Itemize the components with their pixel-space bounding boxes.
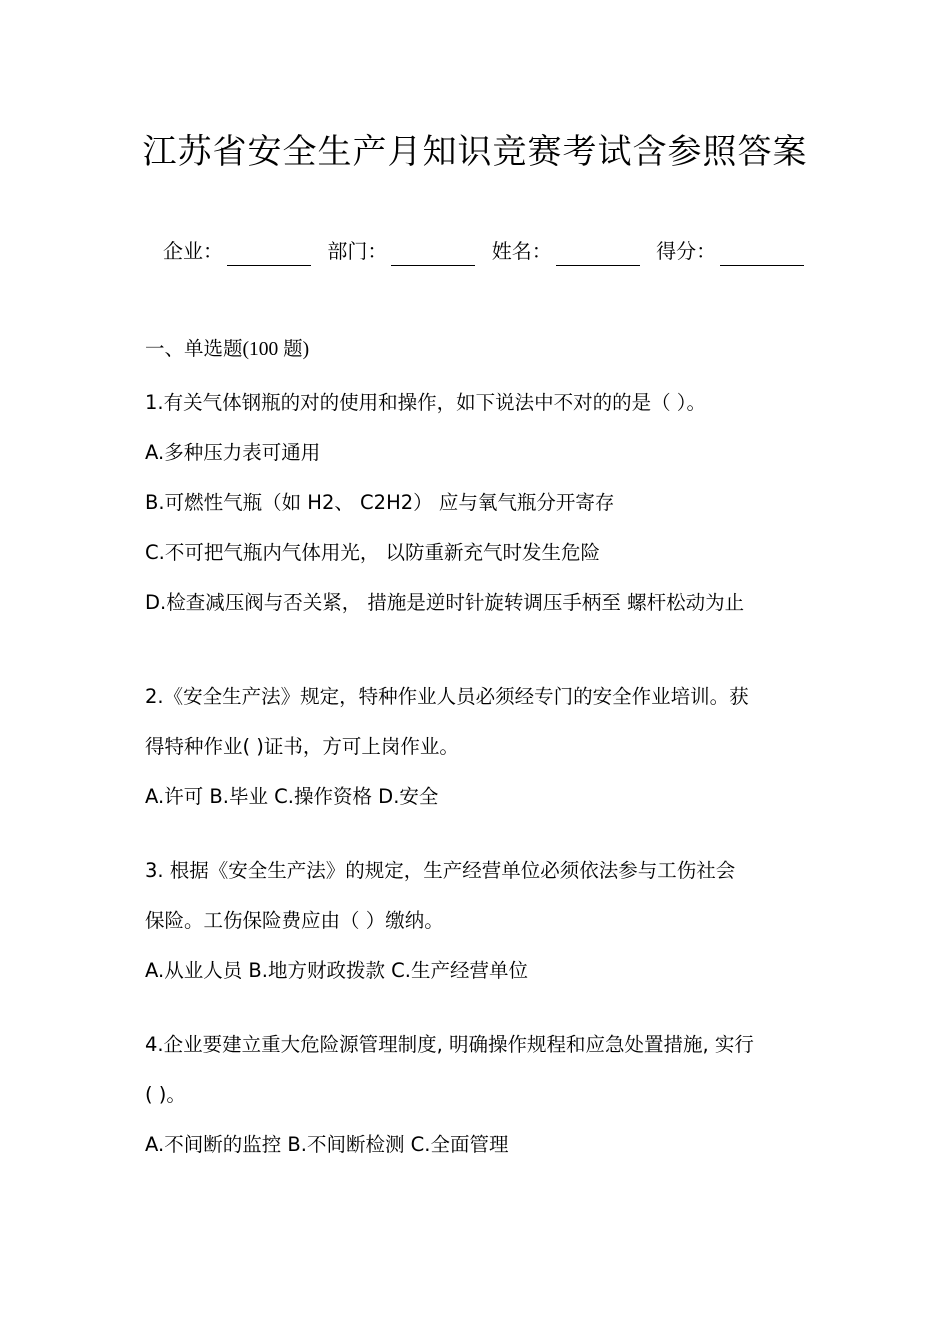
question-option: C.不可把气瓶内气体用光， 以防重新充气时发生危险: [145, 541, 601, 564]
question-2: [145, 672, 810, 822]
question-3: [145, 846, 810, 996]
field-score-blank: [720, 243, 804, 266]
field-name-label: 姓名：: [491, 239, 552, 263]
question-option: A.多种压力表可通用: [145, 441, 321, 464]
spacer: [145, 628, 810, 672]
field-company: [163, 236, 311, 266]
question-1: [145, 378, 810, 628]
question-option: B.可燃性气瓶（如 H2、 C2H2） 应与氧气瓶分开寄存: [145, 491, 615, 514]
field-department-blank: [391, 243, 475, 266]
question-stem-line: 4.企业要建立重大危险源管理制度, 明确操作规程和应急处置措施, 实行: [145, 1033, 754, 1056]
question-stem-line: 3. 根据《安全生产法》的规定，生产经营单位必须依法参与工伤社会: [145, 859, 736, 882]
document-body: [145, 334, 810, 1170]
question-4: [145, 1020, 810, 1170]
question-options: A.不间断的监控 B.不间断检测 C.全面管理: [145, 1133, 509, 1156]
question-stem-line: ( )。: [145, 1083, 186, 1106]
question-option: D.检查减压阀与否关紧， 措施是逆时针旋转调压手柄至 螺杆松动为止: [145, 591, 745, 614]
field-department-label: 部门：: [327, 239, 388, 263]
field-score: [656, 236, 804, 266]
field-company-label: 企业：: [163, 239, 223, 263]
info-fields-row: [163, 236, 803, 266]
question-options: A.许可 B.毕业 C.操作资格 D.安全: [145, 785, 439, 808]
field-name: [492, 236, 640, 266]
field-company-blank: [227, 243, 311, 266]
spacer: [145, 822, 810, 846]
question-stem-line: 得特种作业( )证书，方可上岗作业。: [145, 735, 459, 758]
section-title: 一、单选题(100 题): [145, 339, 310, 360]
question-stem-line: 2.《安全生产法》规定，特种作业人员必须经专门的安全作业培训。获: [145, 685, 749, 708]
question-stem-line: 保险。工伤保险费应由（ ）缴纳。: [145, 909, 444, 932]
field-score-label: 得分：: [656, 239, 717, 263]
spacer: [145, 996, 810, 1020]
question-options: A.从业人员 B.地方财政拨款 C.生产经营单位: [145, 959, 528, 982]
document-title: 江苏省安全生产月知识竞赛考试含参照答案: [142, 132, 808, 172]
field-department: [327, 236, 475, 266]
question-stem: 1.有关气体钢瓶的对的使用和操作，如下说法中不对的的是（ ）。: [145, 391, 707, 414]
field-name-blank: [556, 243, 640, 266]
